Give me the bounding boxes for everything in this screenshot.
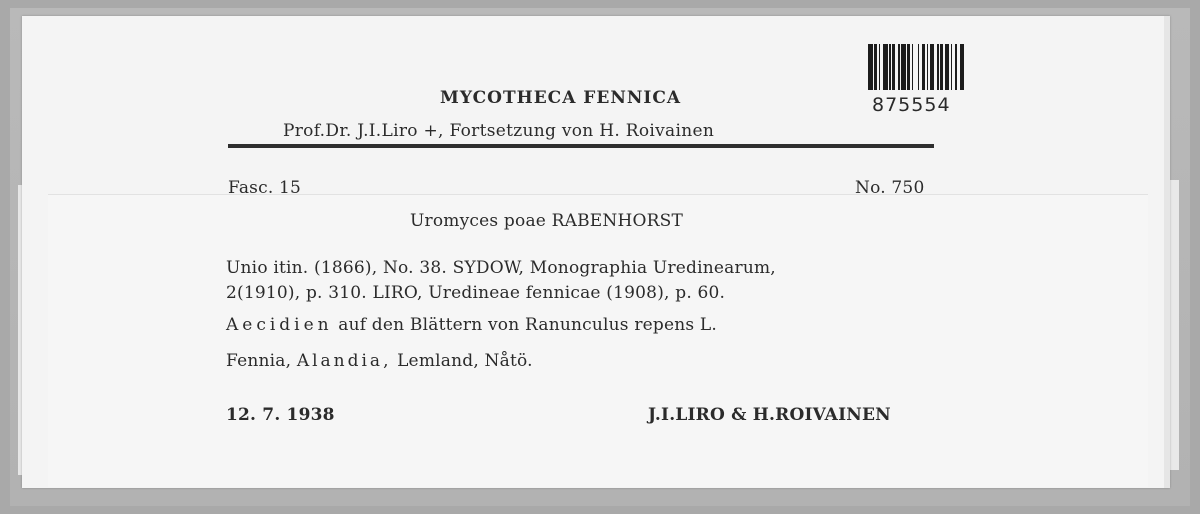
fascicle: Fasc. 15 bbox=[228, 178, 302, 198]
label-lower-panel bbox=[48, 194, 1148, 487]
barcode-number: 875554 bbox=[872, 94, 951, 116]
host-description bbox=[226, 315, 717, 335]
citation-line-2: 2(1910), p. 310. LIRO, Uredineae fennicae (1908), p. 60. bbox=[226, 283, 726, 303]
host-rest: auf den Blättern von Ranunculus repens L. bbox=[332, 315, 718, 335]
barcode-graphic bbox=[868, 44, 992, 90]
collectors: J.I.LIRO & H.ROIVAINEN bbox=[648, 405, 891, 425]
collection-subtitle: Prof.Dr. J.I.Liro +, Fortsetzung von H. Roivainen bbox=[283, 121, 715, 141]
locality-region: Alandia, bbox=[296, 351, 392, 371]
barcode-bar bbox=[964, 44, 966, 90]
collection-date: 12. 7. 1938 bbox=[226, 405, 335, 425]
specimen-number: No. 750 bbox=[855, 178, 925, 198]
label-edge bbox=[1164, 16, 1170, 488]
collection-title: MYCOTHECA FENNICA bbox=[440, 88, 682, 108]
herbarium-label bbox=[22, 16, 1170, 488]
locality-prefix: Fennia, bbox=[226, 351, 297, 371]
citation-line-1: Unio itin. (1866), No. 38. SYDOW, Monographia Uredinearum, bbox=[226, 258, 776, 278]
locality bbox=[226, 351, 533, 371]
species-name: Uromyces poae RABENHORST bbox=[410, 211, 684, 231]
header-rule bbox=[228, 144, 934, 148]
locality-rest: Lemland, Nåtö. bbox=[391, 351, 533, 371]
host-prefix: Aecidien bbox=[226, 315, 333, 335]
